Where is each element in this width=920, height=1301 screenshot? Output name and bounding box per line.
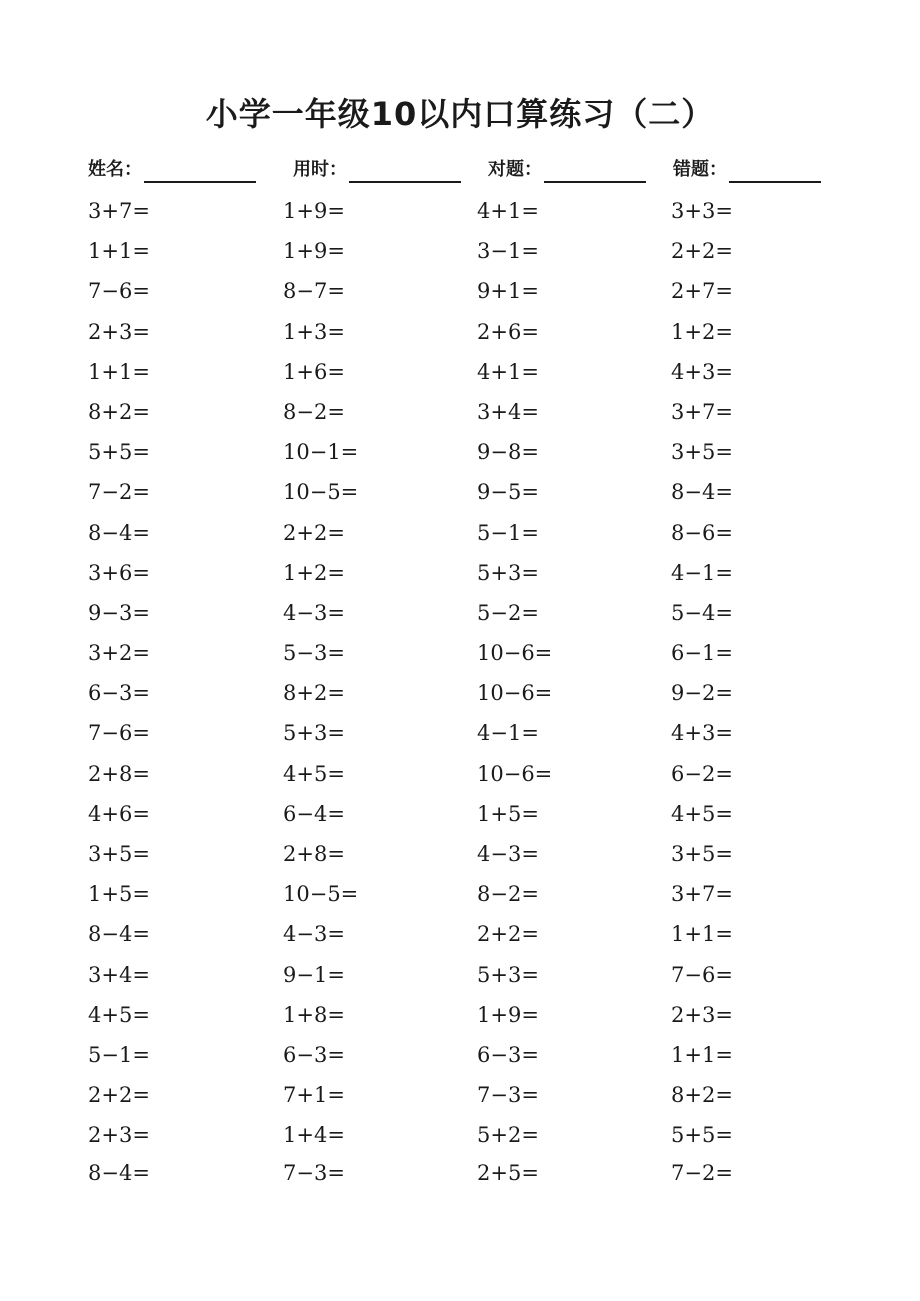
arithmetic-problem: 3+4= — [477, 399, 539, 424]
arithmetic-problem: 10−6= — [477, 681, 553, 706]
arithmetic-problem: 2+2= — [671, 239, 733, 264]
arithmetic-problem: 1+1= — [671, 922, 733, 947]
arithmetic-problem: 1+1= — [88, 359, 150, 384]
problem-row — [88, 1075, 848, 1115]
arithmetic-problem: 5+3= — [477, 962, 539, 987]
arithmetic-problem: 4+5= — [283, 761, 345, 786]
arithmetic-problem: 7+1= — [283, 1083, 345, 1108]
problem-row — [88, 713, 848, 753]
arithmetic-problem: 10−6= — [477, 641, 553, 666]
arithmetic-problem: 5+3= — [283, 721, 345, 746]
arithmetic-problem: 4−3= — [477, 842, 539, 866]
wrong-blank[interactable] — [729, 157, 821, 183]
arithmetic-problem: 3+5= — [671, 842, 733, 866]
arithmetic-problem: 9−8= — [477, 440, 539, 465]
arithmetic-problem: 7−6= — [88, 279, 150, 304]
arithmetic-problem: 8+2= — [671, 1083, 733, 1108]
arithmetic-problem: 2+2= — [88, 1083, 150, 1108]
arithmetic-problem: 1+3= — [283, 319, 345, 344]
arithmetic-problem: 6−2= — [671, 761, 733, 786]
arithmetic-problem: 3+4= — [88, 962, 150, 987]
arithmetic-problem: 6−3= — [283, 1042, 345, 1067]
arithmetic-problem: 7−3= — [283, 1160, 345, 1185]
arithmetic-problem: 8−4= — [88, 1160, 150, 1185]
arithmetic-problem: 1+1= — [671, 1042, 733, 1067]
student-info-row — [88, 155, 833, 183]
arithmetic-problem: 3+7= — [88, 199, 150, 223]
arithmetic-problem: 3+6= — [88, 560, 150, 585]
arithmetic-problem: 3+3= — [671, 199, 733, 223]
arithmetic-problem: 4−1= — [477, 721, 539, 746]
arithmetic-problem: 1+9= — [283, 199, 345, 223]
arithmetic-problem: 2+2= — [283, 520, 345, 545]
arithmetic-problem: 5+3= — [477, 560, 539, 585]
problem-row — [88, 312, 848, 352]
worksheet-title: 小学一年级10以内口算练习（二） — [205, 95, 715, 133]
arithmetic-problem: 5−1= — [477, 520, 539, 545]
arithmetic-problem: 10−1= — [283, 440, 359, 465]
arithmetic-problem: 5−3= — [283, 641, 345, 666]
time-label: 用时： — [293, 159, 347, 180]
arithmetic-problem: 4+1= — [477, 359, 539, 384]
arithmetic-problem: 2+2= — [477, 922, 539, 947]
name-label: 姓名： — [88, 159, 142, 180]
arithmetic-problem: 2+7= — [671, 279, 733, 304]
arithmetic-problem: 3+5= — [671, 440, 733, 465]
problem-row — [88, 1035, 848, 1075]
arithmetic-problem: 4−3= — [283, 600, 345, 625]
arithmetic-problem: 6−3= — [477, 1042, 539, 1067]
wrong-label: 错题： — [673, 159, 727, 180]
problem-row — [88, 673, 848, 713]
arithmetic-problem: 7−6= — [88, 721, 150, 746]
arithmetic-problem: 6−1= — [671, 641, 733, 666]
arithmetic-problem: 7−2= — [671, 1160, 733, 1185]
arithmetic-problem: 7−2= — [88, 480, 150, 505]
arithmetic-problem: 1+5= — [477, 801, 539, 826]
problem-grid — [88, 191, 848, 1192]
arithmetic-problem: 2+3= — [88, 1123, 150, 1148]
arithmetic-problem: 2+5= — [477, 1160, 539, 1185]
problem-row — [88, 231, 848, 271]
problem-row — [88, 271, 848, 311]
arithmetic-problem: 3+5= — [88, 842, 150, 866]
arithmetic-problem: 7−3= — [477, 1083, 539, 1108]
arithmetic-problem: 1+5= — [88, 882, 150, 907]
arithmetic-problem: 6−4= — [283, 801, 345, 826]
problem-row — [88, 794, 848, 834]
arithmetic-problem: 4+6= — [88, 801, 150, 826]
correct-label: 对题： — [488, 159, 542, 180]
correct-field[interactable] — [488, 155, 646, 183]
wrong-field[interactable] — [673, 155, 821, 183]
arithmetic-problem: 1+6= — [283, 359, 345, 384]
problem-row — [88, 955, 848, 995]
arithmetic-problem: 9−3= — [88, 600, 150, 625]
arithmetic-problem: 8+2= — [283, 681, 345, 706]
arithmetic-problem: 5+2= — [477, 1123, 539, 1148]
correct-blank[interactable] — [544, 157, 646, 183]
arithmetic-problem: 7−6= — [671, 962, 733, 987]
arithmetic-problem: 8−2= — [283, 399, 345, 424]
arithmetic-problem: 4+3= — [671, 359, 733, 384]
problem-row — [88, 191, 848, 231]
arithmetic-problem: 4−3= — [283, 922, 345, 947]
arithmetic-problem: 1+9= — [283, 239, 345, 264]
arithmetic-problem: 1+4= — [283, 1123, 345, 1148]
arithmetic-problem: 2+8= — [88, 761, 150, 786]
problem-row — [88, 472, 848, 512]
arithmetic-problem: 1+1= — [88, 239, 150, 264]
arithmetic-problem: 5−1= — [88, 1042, 150, 1067]
problem-row — [88, 874, 848, 914]
arithmetic-problem: 9−1= — [283, 962, 345, 987]
time-field[interactable] — [293, 155, 461, 183]
arithmetic-problem: 4+3= — [671, 721, 733, 746]
arithmetic-problem: 4+5= — [671, 801, 733, 826]
problem-row — [88, 352, 848, 392]
arithmetic-problem: 5−2= — [477, 600, 539, 625]
arithmetic-problem: 2+3= — [671, 1002, 733, 1027]
arithmetic-problem: 1+8= — [283, 1002, 345, 1027]
problem-row — [88, 392, 848, 432]
problem-row — [88, 513, 848, 553]
arithmetic-problem: 3−1= — [477, 239, 539, 264]
arithmetic-problem: 4+5= — [88, 1002, 150, 1027]
time-blank[interactable] — [349, 157, 461, 183]
arithmetic-problem: 9+1= — [477, 279, 539, 304]
arithmetic-problem: 8−4= — [88, 922, 150, 947]
arithmetic-problem: 5+5= — [88, 440, 150, 465]
arithmetic-problem: 3+2= — [88, 641, 150, 666]
problem-row — [88, 593, 848, 633]
problem-row — [88, 432, 848, 472]
arithmetic-problem: 8−4= — [671, 480, 733, 505]
arithmetic-problem: 4−1= — [671, 560, 733, 585]
arithmetic-problem: 3+7= — [671, 882, 733, 907]
arithmetic-problem: 8−6= — [671, 520, 733, 545]
arithmetic-problem: 2+6= — [477, 319, 539, 344]
arithmetic-problem: 6−3= — [88, 681, 150, 706]
problem-row — [88, 633, 848, 673]
arithmetic-problem: 8−4= — [88, 520, 150, 545]
problem-row — [88, 834, 848, 874]
arithmetic-problem: 2+8= — [283, 842, 345, 866]
problem-row — [88, 754, 848, 794]
arithmetic-problem: 9−5= — [477, 480, 539, 505]
arithmetic-problem: 1+9= — [477, 1002, 539, 1027]
arithmetic-problem: 8−7= — [283, 279, 345, 304]
problem-row — [88, 553, 848, 593]
arithmetic-problem: 1+2= — [671, 319, 733, 344]
problem-row — [88, 914, 848, 954]
arithmetic-problem: 4+1= — [477, 199, 539, 223]
arithmetic-problem: 10−5= — [283, 882, 359, 907]
arithmetic-problem: 10−6= — [477, 761, 553, 786]
arithmetic-problem: 2+3= — [88, 319, 150, 344]
arithmetic-problem: 10−5= — [283, 480, 359, 505]
problem-row — [88, 1115, 848, 1155]
name-blank[interactable] — [144, 157, 256, 183]
problem-row — [88, 995, 848, 1035]
arithmetic-problem: 3+7= — [671, 399, 733, 424]
arithmetic-problem: 5−4= — [671, 600, 733, 625]
arithmetic-problem: 8−2= — [477, 882, 539, 907]
problem-row — [88, 1156, 848, 1192]
arithmetic-problem: 5+5= — [671, 1123, 733, 1148]
arithmetic-problem: 8+2= — [88, 399, 150, 424]
arithmetic-problem: 1+2= — [283, 560, 345, 585]
name-field[interactable] — [88, 155, 256, 183]
arithmetic-problem: 9−2= — [671, 681, 733, 706]
